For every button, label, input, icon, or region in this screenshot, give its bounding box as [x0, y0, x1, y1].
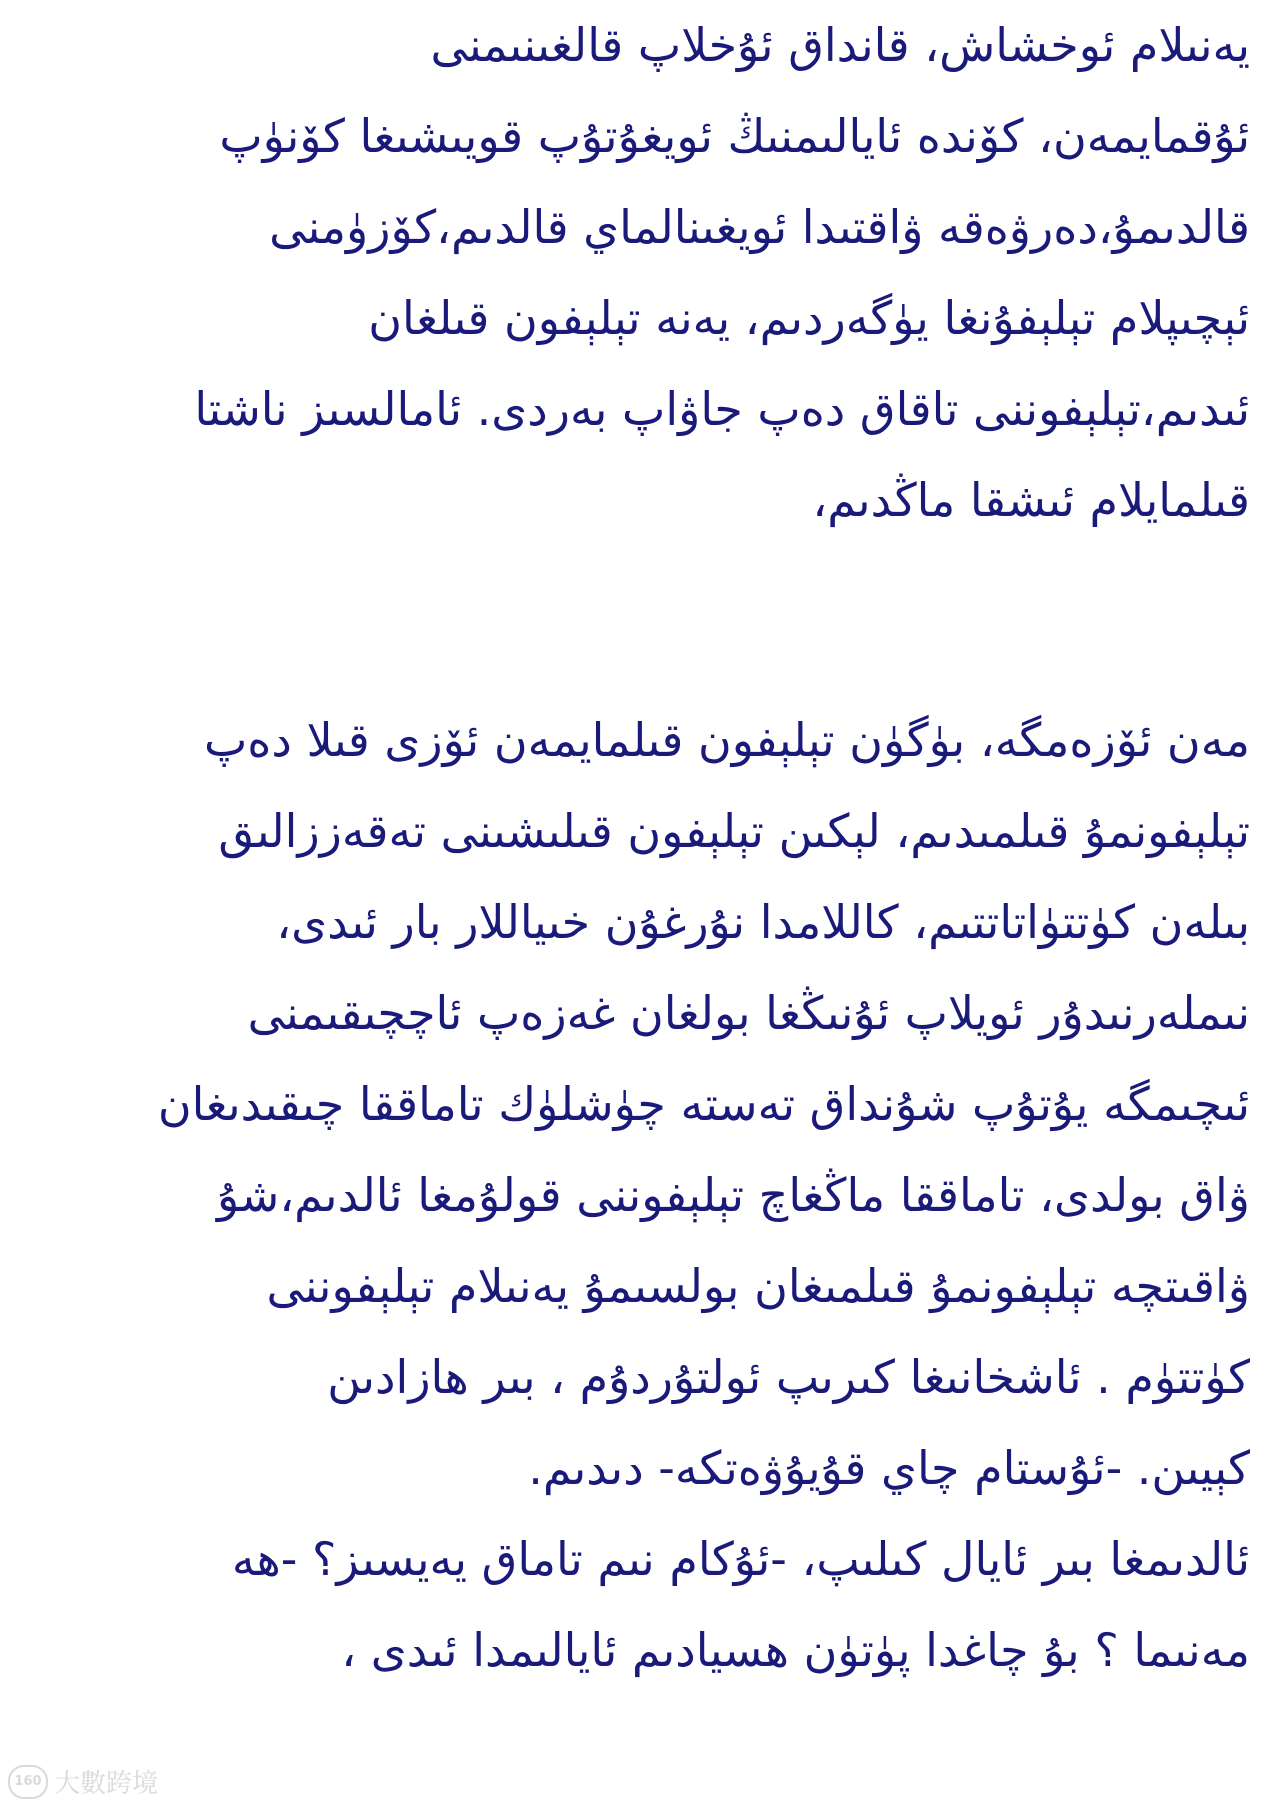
watermark-logo-icon: 160 — [8, 1765, 48, 1799]
paragraph-2-line: ئىچىمگە يۇتۇپ شۇنداق تەستە چۈشلۈك تاماققا چىقىدىغان — [157, 1077, 1250, 1131]
paragraph-1 — [40, 0, 1250, 546]
watermark — [8, 1763, 158, 1800]
paragraph-1-line: قالدىمۇ،دەرۋەقە ۋاقتىدا ئويغىنالماي قالدىم،كۆزۈمنى — [269, 200, 1250, 254]
paragraph-1-line: قىلمايلام ئىشقا ماڭدىم، — [812, 473, 1250, 527]
paragraph-2-line: تېلېفونمۇ قىلمىدىم، لېكىن تېلېفون قىلىشىنى تەقەززالىق — [218, 804, 1250, 858]
paragraph-2-line: بىلەن كۈتتۈاتاتتىم، كاللامدا نۇرغۇن خىياللار بار ئىدى، — [276, 895, 1250, 949]
paragraph-1-line: يەنىلام ئوخشاش، قانداق ئۇخلاپ قالغىنىمنى — [430, 18, 1250, 72]
paragraph-2-line: مەنىما ؟ بۇ چاغدا پۈتۈن ھسيادىم ئايالىمدا ئىدى ، — [341, 1623, 1250, 1677]
paragraph-1-line: ئۇقمايمەن، كۆندە ئايالىمنىڭ ئويغۇتۇپ قويىشىغا كۆنۈپ — [219, 109, 1250, 163]
paragraph-2-line: ئالدىمغا بىر ئايال كىلىپ، -ئۇكام نىم تاماق يەيسىز؟ -ھە — [231, 1532, 1250, 1586]
paragraph-1-line: ئىدىم،تېلېفوننى تاقاق دەپ جاۋاپ بەردى. ئامالسىز ناشتا — [194, 382, 1250, 436]
paragraph-2-line: نىملەرنىدۇر ئويلاپ ئۇنىڭغا بولغان غەزەپ ئاچچىقىمنى — [247, 986, 1250, 1040]
paragraph-2 — [40, 695, 1250, 1696]
paragraph-2-line: ۋاق بولدى، تاماققا ماڭغاچ تېلېفوننى قولۇمغا ئالدىم،شۇ — [217, 1168, 1250, 1222]
watermark-text: 大數跨境 — [54, 1769, 159, 1799]
paragraph-2-line: مەن ئۆزەمگە، بۈگۈن تېلېفون قىلمايمەن ئۆزى قىلا دەپ — [203, 713, 1250, 767]
paragraph-1-line: ئېچىپلام تېلېفۇنغا يۈگەردىم، يەنە تېلېفون قىلغان — [368, 291, 1250, 345]
paragraph-2-line: ۋاقىتچە تېلېفونمۇ قىلمىغان بولسىمۇ يەنىلام تېلېفوننى — [266, 1259, 1250, 1313]
paragraph-2-line: كۈتتۈم . ئاشخانىغا كىرىپ ئولتۇردۇم ، بىر ھازادىن — [327, 1350, 1250, 1404]
paragraph-2-line: كېيىن. -ئۇستام چاي قۇيۇۋەتكە- دىدىم. — [528, 1441, 1250, 1495]
